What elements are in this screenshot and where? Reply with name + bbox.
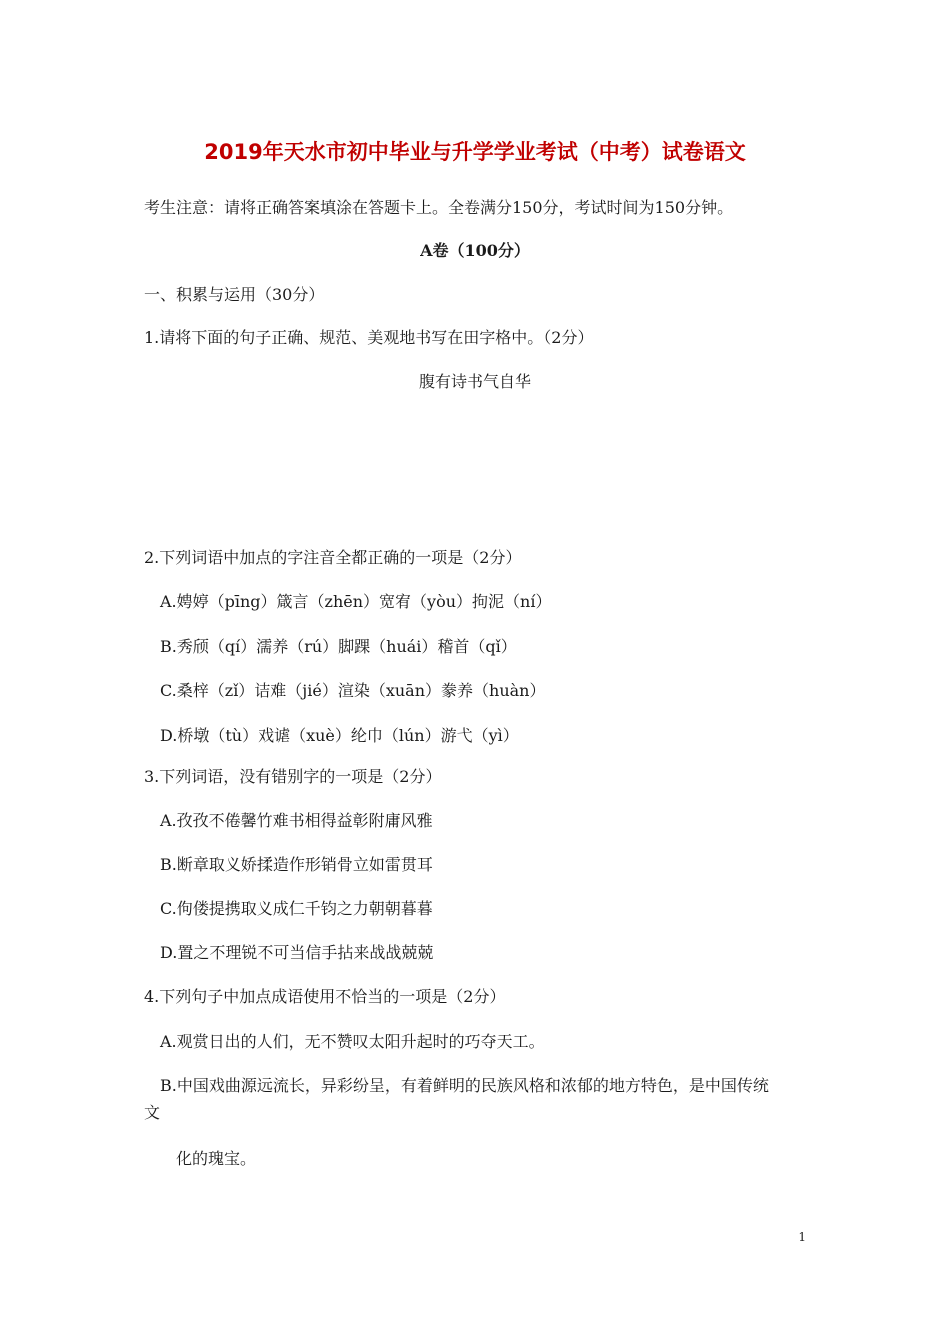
section-a-heading: A卷（100分） xyxy=(420,241,530,260)
question-2-option-c: C.桑梓（zǐ）诘难（jié）渲染（xuān）豢养（huàn） xyxy=(160,681,546,700)
exam-notice: 考生注意：请将正确答案填涂在答题卡上。全卷满分150分，考试时间为150分钟。 xyxy=(144,198,734,217)
question-4-stem: 4.下列句子中加点成语使用不恰当的一项是（2分） xyxy=(144,987,506,1006)
question-3-stem: 3.下列词语，没有错别字的一项是（2分） xyxy=(144,767,442,786)
question-3-option-b: B.断章取义娇揉造作形销骨立如雷贯耳 xyxy=(160,855,433,874)
question-3-option-a: A.孜孜不倦馨竹难书相得益彰附庸风雅 xyxy=(160,811,433,830)
question-2-stem: 2.下列词语中加点的字注音全都正确的一项是（2分） xyxy=(144,548,522,567)
page-number: 1 xyxy=(798,1230,806,1244)
question-4-option-b-line-3: 化的瑰宝。 xyxy=(176,1149,257,1168)
question-3-option-d: D.置之不理锐不可当信手拈来战战兢兢 xyxy=(160,943,434,962)
part-one-heading: 一、积累与运用（30分） xyxy=(144,285,325,304)
question-3-option-c: C.佝偻提携取义成仁千钧之力朝朝暮暮 xyxy=(160,899,433,918)
question-2-option-a: A.娉婷（pīng）箴言（zhēn）宽宥（yòu）拘泥（ní） xyxy=(160,592,552,611)
question-1-stem: 1.请将下面的句子正确、规范、美观地书写在田字格中。（2分） xyxy=(144,328,594,347)
question-4-option-b-line-1: B.中国戏曲源远流长，异彩纷呈，有着鲜明的民族风格和浓郁的地方特色，是中国传统 xyxy=(160,1076,769,1095)
question-1-sentence: 腹有诗书气自华 xyxy=(418,372,531,391)
page-title: 2019年天水市初中毕业与升学学业考试（中考）试卷语文 xyxy=(204,140,746,164)
question-2-option-b: B.秀颀（qí）濡养（rú）脚踝（huái）稽首（qǐ） xyxy=(160,637,517,656)
question-4-option-b-line-2: 文 xyxy=(144,1103,161,1122)
question-4-option-a: A.观赏日出的人们，无不赞叹太阳升起时的巧夺天工。 xyxy=(160,1032,545,1051)
question-2-option-d: D.桥墩（tù）戏谑（xuè）纶巾（lún）游弋（yì） xyxy=(160,726,519,745)
